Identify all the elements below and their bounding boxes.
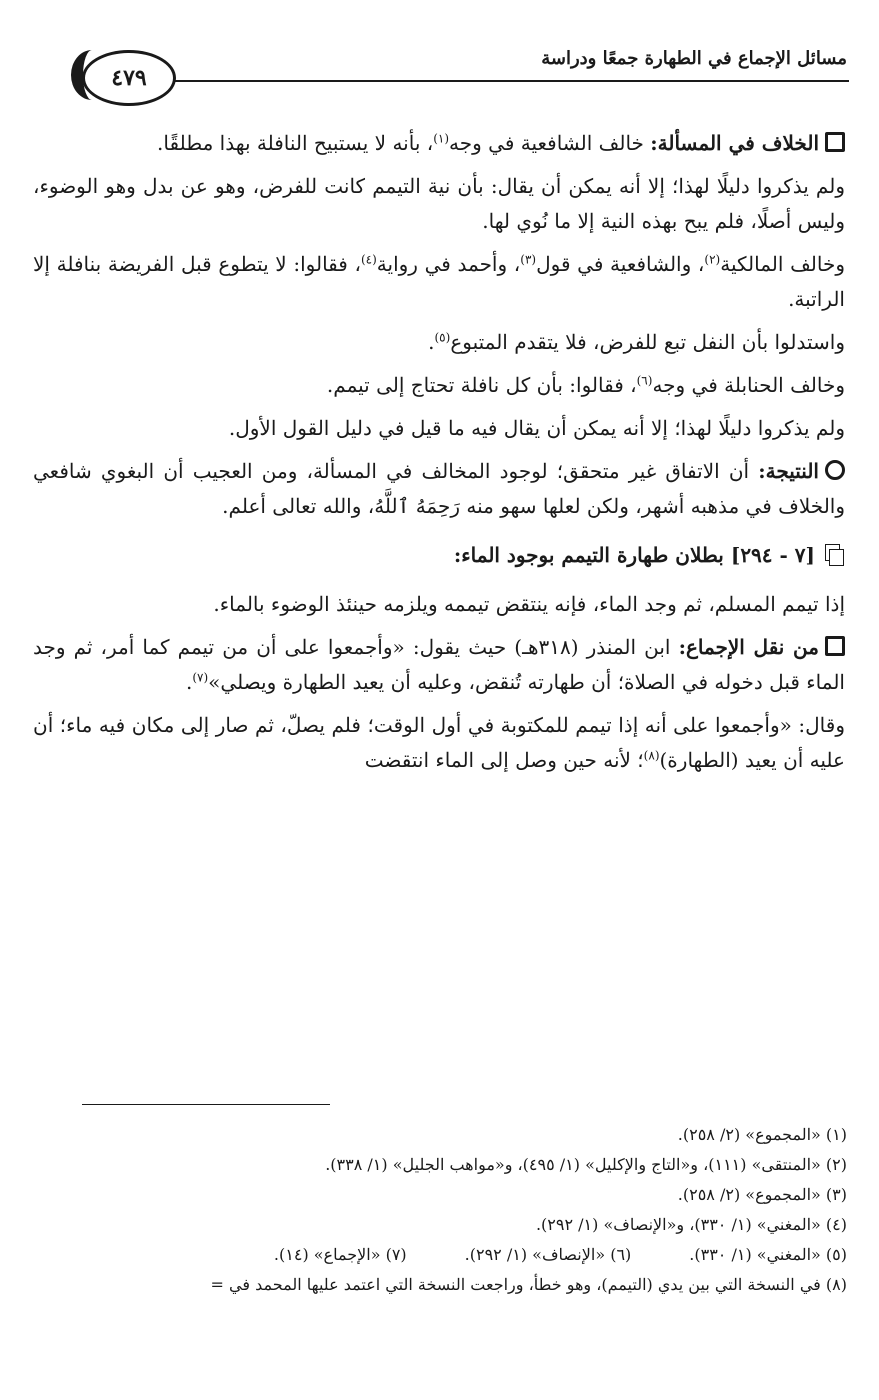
section-heading bbox=[33, 538, 845, 573]
text: وقال: «وأجمعوا على أنه إذا تيمم للمكتوبة في أول الوقت؛ فلم يصلّ، ثم صار إلى مكان فيه ماء؛ أن عليه أن يعيد (الطهارة) bbox=[33, 713, 845, 772]
text: واستدلوا بأن النفل تبع للفرض، فلا يتقدم المتبوع bbox=[450, 330, 845, 354]
footnote-ref: (٧) bbox=[192, 670, 209, 685]
footnotes bbox=[31, 1120, 847, 1300]
paragraph-result bbox=[33, 454, 845, 524]
paragraph bbox=[33, 368, 845, 403]
circle-bullet-icon bbox=[825, 460, 845, 480]
text: . bbox=[428, 330, 435, 354]
page-number: ٤٧٩ bbox=[111, 65, 147, 91]
footnote-ref: (٣) bbox=[520, 252, 537, 267]
documents-icon bbox=[825, 544, 845, 566]
paragraph-consensus bbox=[33, 630, 845, 700]
disagreement-label: الخلاف في المسألة: bbox=[650, 131, 819, 155]
footnote-ref: (١) bbox=[433, 131, 450, 146]
body-text bbox=[33, 126, 845, 786]
paragraph: ولم يذكروا دليلًا لهذا؛ إلا أنه يمكن أن يقال: بأن نية التيمم كانت للفرض، وهو عن بدل وهو الوضوء، وليس أصلًا، فلم يبح بهذه النية إلا ما نُوي لها. bbox=[33, 174, 845, 233]
footnote-ref: (٤) bbox=[360, 252, 377, 267]
text: ، وأحمد في رواية bbox=[376, 252, 521, 276]
paragraph: إذا تيمم المسلم، ثم وجد الماء، فإنه ينتقض تيممه ويلزمه حينئذ الوضوء بالماء. bbox=[213, 592, 845, 616]
footnote-4: (٤) «المغني» (١/ ٣٣٠)، و«الإنصاف» (١/ ٢٩٢). bbox=[535, 1215, 847, 1234]
header-rule bbox=[170, 80, 849, 82]
footnote-3: (٣) «المجموع» (٢/ ٢٥٨). bbox=[677, 1185, 847, 1204]
section-heading-text: [٧ - ٢٩٤] بطلان طهارة التيمم بوجود الماء: bbox=[453, 543, 815, 567]
square-bullet-icon bbox=[825, 636, 845, 656]
paragraph-disagreement bbox=[33, 126, 845, 161]
footnote-ref: (٦) bbox=[636, 373, 653, 388]
text: ، فقالوا: بأن كل نافلة تحتاج إلى تيمم. bbox=[326, 373, 637, 397]
text: ؛ لأنه حين وصل إلى الماء انتقضت bbox=[364, 748, 644, 772]
footnote-8: (٨) في النسخة التي بين يدي (التيمم)، وهو خطأ، وراجعت النسخة التي اعتمد عليها المحمد في = bbox=[210, 1275, 847, 1294]
running-title: مسائل الإجماع في الطهارة جمعًا ودراسة bbox=[541, 48, 847, 69]
footnote-ref: (٥) bbox=[434, 330, 451, 345]
text: ابن المنذر (٣١٨هـ) حيث يقول: «وأجمعوا على أن من تيمم كما أمر، ثم وجد الماء قبل دخوله في الصلاة؛ أن طهارته تُنقض، وعليه أن يعيد الطهارة ويصلي» bbox=[33, 635, 845, 694]
text: . bbox=[185, 670, 193, 694]
footnote-6: (٦) «الإنصاف» (١/ ٢٩٢). bbox=[464, 1245, 632, 1264]
footnote-ref: (٨) bbox=[643, 748, 660, 763]
result-label: النتيجة: bbox=[758, 459, 819, 483]
text: أن الاتفاق غير متحقق؛ لوجود المخالف في المسألة، ومن العجيب أن البغوي شافعي والخلاف في مذهبه أشهر، ولكن لعلها سهو منه رَحِمَهُ ٱللَّهُ، والله تعالى أعلم. bbox=[33, 459, 845, 518]
text: وخالف المالكية bbox=[720, 252, 845, 276]
footnote-2: (٢) «المنتقى» (١١١)، و«التاج والإكليل» (١/ ٤٩٥)، و«مواهب الجليل» (١/ ٣٣٨). bbox=[325, 1155, 847, 1174]
footnote-1: (١) «المجموع» (٢/ ٢٥٨). bbox=[677, 1125, 847, 1144]
footnote-row bbox=[31, 1240, 847, 1270]
square-bullet-icon bbox=[825, 132, 845, 152]
paragraph bbox=[33, 708, 845, 778]
footnote-7: (٧) «الإجماع» (١٤). bbox=[273, 1245, 407, 1264]
paragraph: ولم يذكروا دليلًا لهذا؛ إلا أنه يمكن أن يقال فيه ما قيل في دليل القول الأول. bbox=[228, 416, 845, 440]
text: خالف الشافعية في وجه bbox=[449, 131, 651, 155]
footnote-rule bbox=[82, 1104, 330, 1105]
footnote-ref: (٢) bbox=[704, 252, 721, 267]
page-number-badge bbox=[82, 50, 176, 106]
paragraph bbox=[33, 325, 845, 360]
footnote-5: (٥) «المغني» (١/ ٣٣٠). bbox=[689, 1245, 847, 1264]
paragraph bbox=[33, 247, 845, 317]
text: ، والشافعية في قول bbox=[536, 252, 705, 276]
text: ، بأنه لا يستبيح النافلة بهذا مطلقًا. bbox=[157, 131, 434, 155]
consensus-label: من نقل الإجماع: bbox=[678, 635, 819, 659]
text: ، فقالوا: لا يتطوع قبل الفريضة بنافلة إلا الراتبة. bbox=[33, 252, 845, 311]
text: وخالف الحنابلة في وجه bbox=[652, 373, 845, 397]
